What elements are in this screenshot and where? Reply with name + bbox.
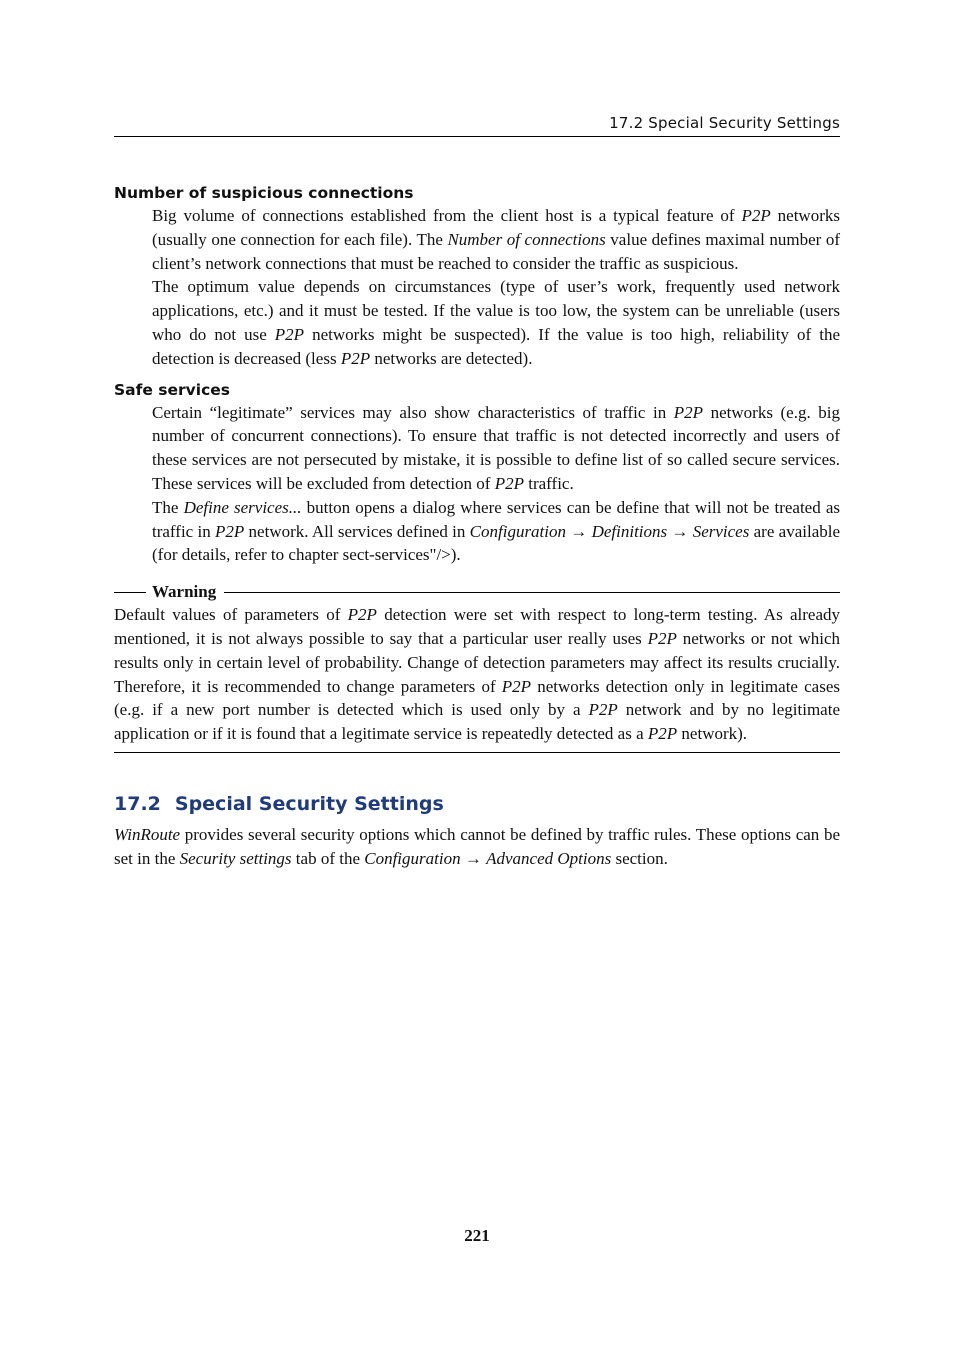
- italic-term: Advanced Options: [486, 848, 612, 868]
- text: Big volume of connections established from the client host is a typical feature of: [152, 206, 742, 225]
- text: networks are detected).: [370, 348, 533, 368]
- italic-term: P2P: [647, 724, 678, 744]
- text: tab of the: [291, 848, 365, 868]
- text: network and by no legitimate application or if it is found that a legitimate service is repeatedly detected as a: [114, 700, 840, 744]
- definition-safe-services: [152, 401, 840, 568]
- section-number: 17.2: [114, 792, 161, 815]
- header-rule: [114, 136, 840, 137]
- warning-title: Warning: [152, 582, 217, 602]
- italic-term: P2P: [741, 206, 771, 225]
- text: traffic.: [524, 473, 574, 493]
- italic-term: P2P: [494, 473, 524, 493]
- arrow-text: →: [667, 521, 693, 541]
- italic-term: P2P: [588, 700, 618, 720]
- text: networks (e.g. big number of concurrent connections). To ensure that traffic is not detected incorrectly and users of these services are not persecuted by mistake, it is possible to define list of so called secure services. These services will be excluded from detection of: [152, 402, 840, 493]
- text: Certain “legitimate” services may also show characteristics of traffic in: [152, 402, 674, 422]
- definition-suspicious-connections: [152, 204, 840, 371]
- text: networks detection only in legitimate cases (e.g. if a new port number is detected which is used only by a: [114, 676, 840, 720]
- italic-term: WinRoute: [114, 824, 181, 844]
- italic-term: P2P: [215, 521, 245, 541]
- running-head: 17.2 Special Security Settings: [609, 114, 840, 132]
- warning-text: [114, 603, 840, 746]
- warning-top-rule: [114, 581, 840, 603]
- term-suspicious-connections: Number of suspicious connections: [114, 184, 414, 202]
- text: The optimum value depends on circumstances (type of user’s work, frequently used network applications, etc.) and it must be tested. If the value is too low, the system can be unreliable (users who do not use: [152, 277, 840, 344]
- text: network. All services defined in: [244, 521, 470, 541]
- page-number: 221: [464, 1226, 490, 1245]
- arrow-text: →: [460, 848, 487, 868]
- paragraph: [152, 496, 840, 567]
- italic-term: Number of connections: [447, 229, 606, 249]
- warning-bottom-rule: [114, 752, 840, 753]
- section-title: Special Security Settings: [174, 792, 444, 815]
- term-safe-services: Safe services: [114, 380, 231, 399]
- text: value defines maximal number of client’s network connections that must be reached to consider the traffic as suspicious.: [152, 229, 841, 273]
- italic-term: Definitions: [591, 521, 668, 541]
- text: network).: [677, 724, 748, 744]
- italic-term: Services: [692, 521, 750, 541]
- italic-term: Configuration: [469, 521, 567, 541]
- text: provides several security options which cannot be defined by traffic rules. These options can be set in the: [114, 824, 840, 868]
- text: button opens a dialog where services can be define that will not be treated as traffic in: [152, 497, 840, 541]
- italic-term: P2P: [647, 628, 677, 648]
- warning-box: [114, 581, 840, 753]
- text: networks or not which results only in certain level of probability. Change of detection parameters may affect its results crucially. Therefore, it is recommended to change parameters of: [114, 628, 840, 696]
- text: detection were set with respect to long-term testing. As already mentioned, it is not always possible to say that a particular user really uses: [114, 605, 840, 648]
- italic-term: P2P: [347, 605, 377, 625]
- rule-line: [224, 592, 840, 593]
- paragraph: [152, 275, 840, 370]
- italic-term: P2P: [501, 676, 532, 696]
- text: The: [152, 497, 184, 517]
- italic-term: P2P: [673, 402, 704, 422]
- italic-term: Security settings: [179, 848, 292, 868]
- paragraph: [152, 401, 840, 496]
- rule-line: [114, 592, 146, 593]
- italic-term: P2P: [340, 348, 371, 368]
- main-content: [114, 182, 840, 871]
- italic-term: Configuration: [364, 848, 461, 868]
- arrow-text: →: [566, 521, 592, 541]
- text: networks (usually one connection for each file). The: [152, 206, 840, 249]
- text: Default values of parameters of: [114, 605, 348, 625]
- paragraph: [152, 204, 840, 275]
- section-heading: [114, 793, 840, 815]
- section-paragraph: [114, 823, 840, 871]
- italic-term: Define services...: [183, 497, 302, 517]
- text: section.: [611, 848, 668, 868]
- spacer: [114, 371, 840, 379]
- text: are available (for details, refer to chapter sect-services"/>).: [152, 521, 841, 565]
- italic-term: P2P: [274, 324, 305, 344]
- text: networks might be suspected). If the value is too high, reliability of the detection is decreased (less: [152, 324, 840, 368]
